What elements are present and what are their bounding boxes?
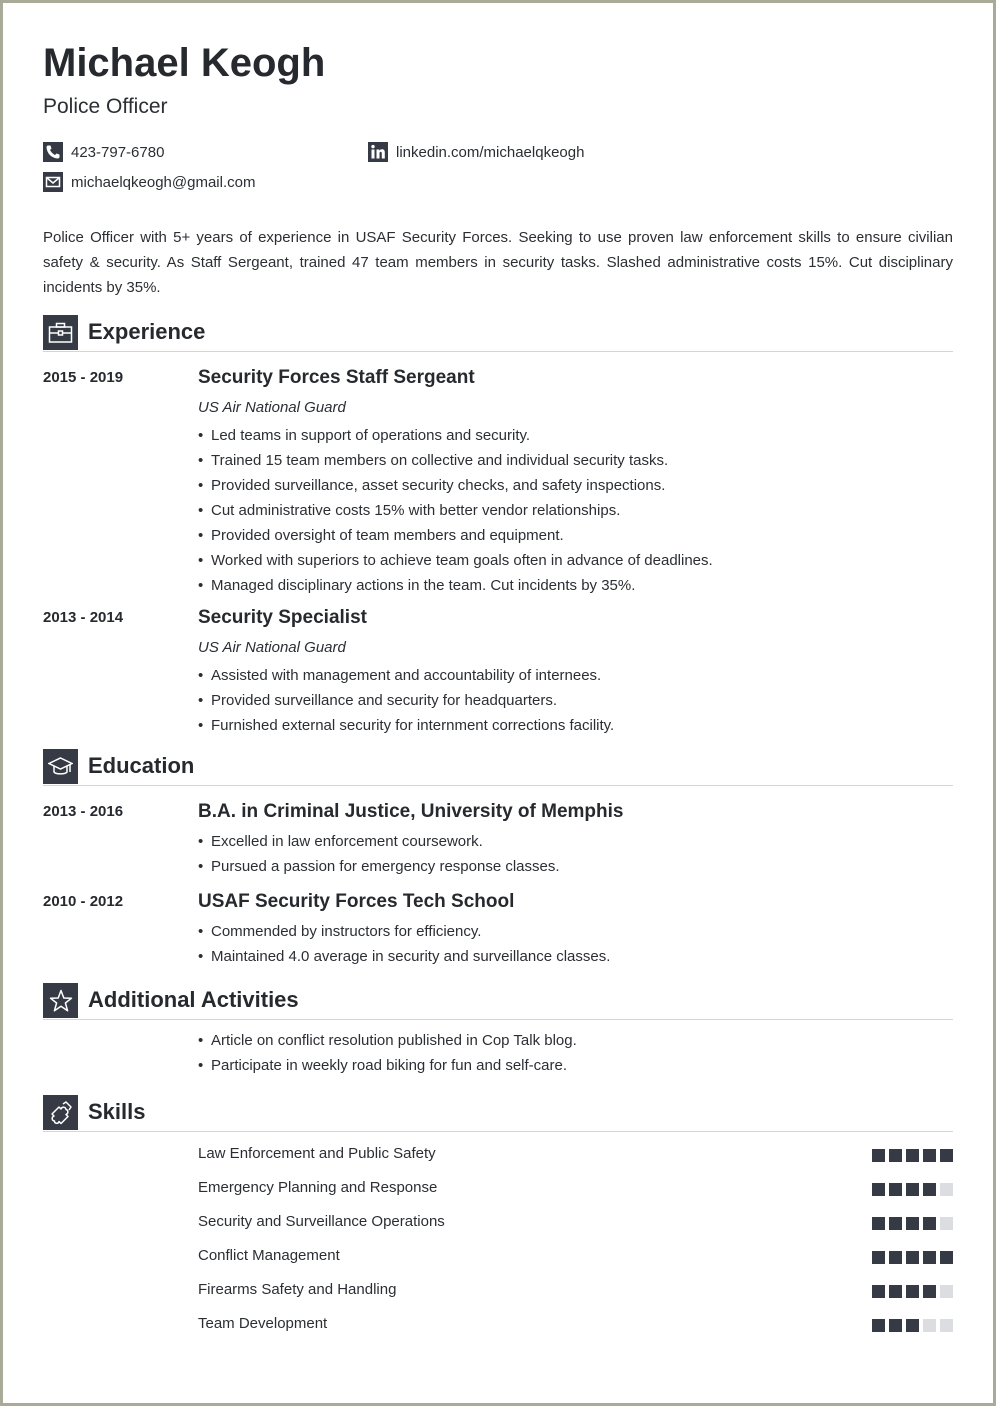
experience-organization: US Air National Guard — [198, 639, 346, 656]
resume-page — [3, 3, 993, 1403]
skill-dot-filled — [906, 1217, 919, 1230]
activities-bullets — [198, 1028, 953, 1078]
skill-dot-filled — [923, 1183, 936, 1196]
skill-dot-filled — [872, 1319, 885, 1332]
skill-dot-empty — [940, 1183, 953, 1196]
skill-dot-empty — [923, 1319, 936, 1332]
list-item: • Excelled in law enforcement coursework. — [198, 829, 953, 854]
experience-section-header — [43, 315, 953, 352]
skill-name: Conflict Management — [198, 1247, 340, 1264]
email-link[interactable]: michaelqkeogh@gmail.com — [71, 173, 256, 191]
skills-section-header — [43, 1095, 953, 1132]
skill-dot-filled — [940, 1149, 953, 1162]
profile-summary: Police Officer with 5+ years of experience in USAF Security Forces. Seeking to use proven law enforcement skills to ensure civilian safety & security. As Staff Sergeant, trained 47 team members in security tasks. Slashed administrative costs 15%. Cut disciplinary incidents by 35%. — [43, 229, 953, 296]
skill-dot-filled — [872, 1183, 885, 1196]
skill-row — [198, 1212, 953, 1232]
experience-title: Experience — [88, 319, 206, 344]
skill-dot-filled — [889, 1183, 902, 1196]
list-item: • Furnished external security for internment corrections facility. — [198, 713, 953, 738]
skill-dot-filled — [889, 1319, 902, 1332]
education-dates: 2013 - 2016 — [43, 803, 124, 820]
skill-rating — [868, 1149, 953, 1162]
skill-row — [198, 1246, 953, 1266]
activities-section-header — [43, 983, 953, 1020]
list-item: • Pursued a passion for emergency response classes. — [198, 854, 953, 879]
list-item: • Provided surveillance and security for headquarters. — [198, 688, 953, 713]
linkedin-link[interactable]: linkedin.com/michaelqkeogh — [396, 143, 585, 161]
list-item: • Cut administrative costs 15% with better vendor relationships. — [198, 498, 953, 523]
list-item: • Provided surveillance, asset security checks, and safety inspections. — [198, 473, 953, 498]
job-title: Police Officer — [43, 95, 168, 118]
skill-dot-filled — [872, 1251, 885, 1264]
puzzle-icon — [43, 1095, 78, 1130]
briefcase-icon — [43, 315, 78, 350]
skill-dot-filled — [889, 1251, 902, 1264]
skill-row — [198, 1178, 953, 1198]
list-item: • Article on conflict resolution published in Cop Talk blog. — [198, 1028, 953, 1053]
skill-row — [198, 1144, 953, 1164]
skill-rating — [868, 1183, 953, 1196]
skill-rating — [868, 1319, 953, 1332]
education-degree: USAF Security Forces Tech School — [198, 891, 515, 912]
list-item: • Assisted with management and accountability of internees. — [198, 663, 953, 688]
skill-rating — [868, 1251, 953, 1264]
education-dates: 2010 - 2012 — [43, 893, 124, 910]
skill-dot-empty — [940, 1217, 953, 1230]
phone-icon — [43, 142, 63, 162]
list-item: • Managed disciplinary actions in the team. Cut incidents by 35%. — [198, 573, 953, 598]
phone-text: 423-797-6780 — [71, 143, 165, 161]
skill-dot-filled — [940, 1251, 953, 1264]
experience-dates: 2015 - 2019 — [43, 369, 124, 386]
education-degree: B.A. in Criminal Justice, University of Memphis — [198, 801, 624, 822]
list-item: • Led teams in support of operations and security. — [198, 423, 953, 448]
list-item: • Maintained 4.0 average in security and surveillance classes. — [198, 944, 953, 969]
skills-title: Skills — [88, 1099, 146, 1124]
email-icon — [43, 172, 63, 192]
skill-dot-empty — [940, 1319, 953, 1332]
skill-dot-filled — [923, 1217, 936, 1230]
candidate-name: Michael Keogh — [43, 41, 326, 85]
experience-organization: US Air National Guard — [198, 399, 346, 416]
list-item: • Participate in weekly road biking for fun and self-care. — [198, 1053, 953, 1078]
skill-dot-filled — [889, 1217, 902, 1230]
list-item: • Provided oversight of team members and equipment. — [198, 523, 953, 548]
skill-dot-filled — [906, 1285, 919, 1298]
skill-name: Firearms Safety and Handling — [198, 1281, 397, 1298]
skill-dot-filled — [923, 1285, 936, 1298]
skill-dot-filled — [872, 1217, 885, 1230]
list-item: • Commended by instructors for efficiency. — [198, 919, 953, 944]
education-section-header — [43, 749, 953, 786]
skill-name: Security and Surveillance Operations — [198, 1213, 445, 1230]
experience-job-title: Security Forces Staff Sergeant — [198, 367, 475, 388]
list-item: • Worked with superiors to achieve team goals often in advance of deadlines. — [198, 548, 953, 573]
skill-rating — [868, 1217, 953, 1230]
activities-title: Additional Activities — [88, 987, 299, 1012]
experience-bullets — [198, 663, 953, 738]
experience-bullets — [198, 423, 953, 598]
skill-rating — [868, 1285, 953, 1298]
skill-name: Emergency Planning and Response — [198, 1179, 438, 1196]
experience-job-title: Security Specialist — [198, 607, 367, 628]
skill-row — [198, 1314, 953, 1334]
skill-dot-filled — [889, 1149, 902, 1162]
skill-row — [198, 1280, 953, 1300]
list-item: • Trained 15 team members on collective and individual security tasks. — [198, 448, 953, 473]
education-bullets — [198, 919, 953, 969]
star-icon — [43, 983, 78, 1018]
graduation-cap-icon — [43, 749, 78, 784]
skill-name: Law Enforcement and Public Safety — [198, 1145, 436, 1162]
skill-dot-filled — [906, 1319, 919, 1332]
skill-name: Team Development — [198, 1315, 328, 1332]
phone-contact — [43, 142, 164, 162]
experience-dates: 2013 - 2014 — [43, 609, 124, 626]
skill-dot-filled — [906, 1251, 919, 1264]
skill-dot-filled — [906, 1183, 919, 1196]
skill-dot-filled — [906, 1149, 919, 1162]
education-title: Education — [88, 753, 195, 778]
skill-dot-filled — [872, 1285, 885, 1298]
linkedin-icon — [368, 142, 388, 162]
skill-dot-filled — [923, 1149, 936, 1162]
email-contact[interactable] — [43, 172, 255, 192]
linkedin-contact[interactable] — [368, 142, 584, 162]
skill-dot-filled — [923, 1251, 936, 1264]
skill-dot-empty — [940, 1285, 953, 1298]
skill-dot-filled — [872, 1149, 885, 1162]
skill-dot-filled — [889, 1285, 902, 1298]
education-bullets — [198, 829, 953, 879]
